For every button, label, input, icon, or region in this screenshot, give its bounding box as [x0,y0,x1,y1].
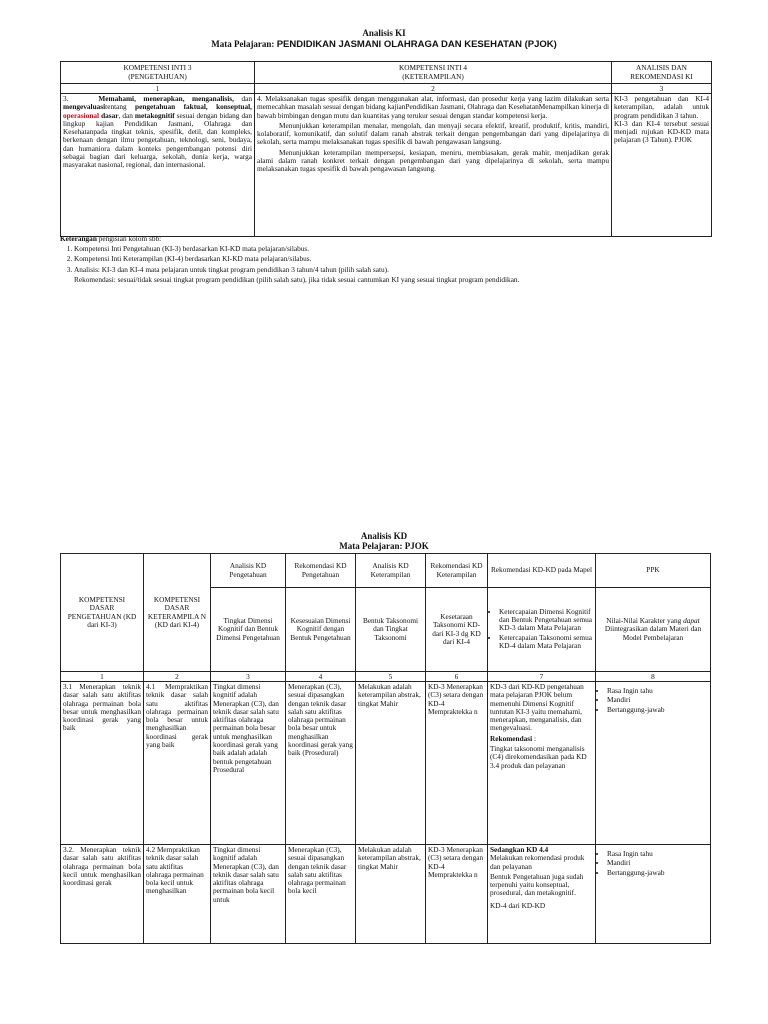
ki4-paragraph: Menunjukkan keterampilan menalar, mengolah, dan menyaji secara efektif, kreatif, produktif, kritis, mandiri, kolaboratif, komunikatif, dan solutif dalam ranah abstrak terkait dengan pengembangan dari yang dipelajarinya di sekolah, serta mampu melaksanakan tugas spesifik di bawah pengawasan langsung. [257,120,609,147]
ki-table [60,61,712,237]
ki4-content [255,94,612,237]
ppk-header-italic-word: dapat [683,616,700,626]
kd-recommend-skill-cell: KD-3 Menerapkan (C3) setara dengan KD-4 Mempraktekka n [426,845,488,944]
ki-subject [0,39,768,50]
notes-item: 1. Kompetensi Inti Pengetahuan (KI-3) berdasarkan KI-KD mata pelajaran/silabus. [74,244,720,254]
kd-col-number: 3 [211,672,286,682]
kd-mapel-paragraph: Melakukan rekomendasi produk dan pelayanan [490,853,585,871]
kd-analysis-skill-cell: Melakukan adalah keterampilan abstrak, tingkat Mahir [356,682,426,845]
ki3-verb-evaluate: mengevaluasi [63,102,106,112]
kd-ppk-cell [596,682,711,845]
kd-header-row-top [61,554,711,588]
notes-heading [60,234,720,244]
ki3-text: , dan [118,110,135,120]
analysis-header-line1: ANALISIS DAN [636,63,687,73]
kd-mapel-recommend-cell [488,845,596,944]
kd-recommend-knowledge-cell: Menerapkan (C3), sesuai dipasangkan dengan teknik dasar salah satu aktifitas olahraga permainan bola kecil [286,845,356,944]
analysis-paragraph: KI-3 pengetahuan dan KI-4 keterampilan, adalah untuk program pendidikan 3 tahun. [614,94,709,120]
ki3-text: dan [233,94,252,103]
kd-col7-bullets [490,608,593,650]
ki3-text: tentang [105,102,136,112]
kd-mapel-paragraph: Bentuk Pengetahuan juga sudah terpenuhi yaitu konseptual, prosedural, dan metakognitif. [490,871,584,898]
ki3-operational-highlight: operasional [63,110,100,120]
ki-col-number: 1 [61,84,255,94]
notes-block [60,234,720,285]
kd-table [60,553,711,944]
ki3-basic: dasar [99,110,119,120]
kd3-column-header: KOMPETENSI DASAR PENGETAHUAN (KD dari KI-3) [61,554,144,672]
ppk-item: • Rasa Ingin tahu [607,687,708,695]
ki4-header-line1: KOMPETENSI INTI 4 [398,63,468,73]
kd-analysis-knowledge-cell: Tingkat dimensi kognitif adalah Menerapkan (C3), dan teknik dasar salah satu aktifitas olahraga permainan bola besar untuk menghasilkan koordinasi gerak yang baik adalah adalah bentuk pengetahuan Prosedural [211,682,286,845]
kd4-cell: 4.1 Mempraktikan teknik dasar salah satu aktifitas olahraga permainan bola besar untuk menghasilkan koordinasi gerak yang baik [144,682,211,845]
kd-subject: Mata Pelajaran: PJOK [339,541,429,551]
ki4-paragraph: 4. Melaksanakan tugas spesifik dengan menggunakan alat, informasi, dan prosedur kerja yang lazim dilakukan serta memecahkan masalah sesuai dengan bidang kajianPendidikan Jasmani, Olahraga dan KesehatanMenampilkan kinerja di bawah bimbingan dengan mutu dan kuantitas yang terukur sesuai dengan standar kompetensi kerja. [257,94,609,120]
kd-row [61,682,711,845]
kd-col-number: 4 [286,672,356,682]
kd-sub-header: Tingkat Dimensi Kognitif dan Bentuk Dimensi Pengetahuan [211,588,286,672]
kd-row [61,845,711,944]
ki3-metacognitive: metakognitif [134,110,175,120]
kd-mapel-heading: Sedangkan KD 4.4 [490,845,549,854]
kd-recommend-skill-cell: KD-3 Menerapkan (C3) setara dengan KD-4 Mempraktekka n [426,682,488,845]
kd-mapel-heading-rest: : [532,733,537,743]
ki3-content [61,94,255,237]
ppk-item: • Rasa Ingin tahu [607,850,708,858]
ppk-item: • Bertanggung-jawab [607,869,708,877]
ki3-header [61,62,255,84]
kd-col8-header: Nilai-Nilai Karakter yang dapat Diintegrasikan dalam Materi dan Model Pembelajaran [596,588,711,672]
ki-col-number: 2 [255,84,612,94]
kd-top-header: Rekomendasi KD-KD pada Mapel [488,554,596,588]
kd-analysis-knowledge-cell: Tingkat dimensi kognitif adalah Menerapkan (C3), dan teknik dasar salah satu aktifitas olahraga permainan bola kecil untuk [211,845,286,944]
kd3-cell: 3.2. Menerapkan teknik dasar salah satu aktifitas olahraga permainan bola kecil untuk menghasilkan koordinasi gerak [61,845,144,944]
kd-col-number: 5 [356,672,426,682]
kd-title: Analisis KD [360,531,408,541]
kd-mapel-recommend-cell [488,682,596,845]
ppk-item: • Mandiri [607,696,708,704]
ki3-text-rest: sesuai dengan bidang dan lingkup kajian Pendidikan Jasmani, Olahraga dan Kesehatanpada tingkat teknis, spesifik, detil, dan kompleks, berkenaan dengan ilmu pengetahuan, teknologi, seni, budaya, dan humaniora dalam konteks pengembangan potensi diri sebagai bagian dari keluarga, sekolah, dunia kerja, warga masyarakat nasional, regional, dan internasional. [63,110,252,170]
ki-col-number: 3 [612,84,712,94]
ki-number-row [61,84,712,94]
notes-item: 3. Analisis: KI-3 dan KI-4 mata pelajaran untuk tingkat program pendidikan 3 tahun/4 tahun (pilih salah satu). [74,265,720,275]
kd-analysis-skill-cell: Melakukan adalah keterampilan abstrak, tingkat Mahir [356,845,426,944]
kd-col-number: 6 [426,672,488,682]
ki3-knowledge-types: pengetahuan faktual, konseptual, [135,102,252,112]
kd-col7-bullet: • Ketercapaian Taksonomi semua KD-4 dalam Mata Pelajaran [499,634,593,651]
kd-col-number: 1 [61,672,144,682]
kd-mapel-paragraph: KD-3 dari KD-KD pengetahuan mata pelajaran PJOK belum memenuhi Dimensi Kognitif tuntutan KI-3 yaitu memahami, menerapkan, menganalisis, dan mengevaluasi. [490,682,584,733]
analysis-paragraph: KI-3 dan KI-4 tersebut sesuai menjadi rujukan KD-KD mata pelajaran (3 Tahun). PJOK [614,118,709,145]
kd-top-header: Analisis KD Pengetahuan [211,554,286,588]
notes-recommendation: Rekomendasi: sesuai/tidak sesuai tingkat program pendidikan (pilih salah satu), jika tidak sesuai cantumkan KI yang sesuai tingkat program pendidikan. [74,274,520,284]
ki-content-row [61,94,712,237]
kd-mapel-heading-label: Rekomendasi [490,733,533,743]
notes-label: Keterangan [60,234,97,243]
kd-ppk-cell [596,845,711,944]
kd-col7-header [488,588,596,672]
kd-sub-header: Bentuk Taksonomi dan Tingkat Taksonomi [356,588,426,672]
kd3-cell: 3.1 Menerapkan teknik dasar salah satu aktifitas olahraga permainan bola besar untuk menghasilkan koordinasi gerak yang baik [61,682,144,845]
kd-col-number: 7 [488,672,596,682]
kd-sub-header: Kesetaraan Taksonomi KD- dari KI-3 dg KD dari KI-4 [426,588,488,672]
ki3-header-line2: (PENGETAHUAN) [128,71,187,81]
notes-label-rest: pengisian kolom sbb: [96,234,162,243]
ki-subject-name: PENDIDIKAN JASMANI OLAHRAGA DAN KESEHATAN (PJOK) [276,39,557,50]
ki4-header-line2: (KETERAMPILAN) [402,71,464,81]
kd-mapel-heading [490,735,593,743]
ppk-item: • Bertanggung-jawab [607,706,708,714]
analysis-header-line2: REKOMENDASI KI [630,71,693,81]
kd-sub-header: Kesesuaian Dimensi Kognitif dengan Bentuk Pengetahuan [286,588,356,672]
kd-col-number: 8 [596,672,711,682]
kd-recommend-knowledge-cell: Menerapkan (C3), sesuai dipasangkan dengan teknik dasar salah satu aktifitas olahraga permainan bola besar untuk menghasilkan koordinasi gerak yang baik (Prosedural) [286,682,356,845]
analysis-header [612,62,712,84]
kd-mapel-paragraph: Tingkat taksonomi menganalisis (C4) direkomendasikan pada KD 3.4 produk dan pelayanan [490,744,587,770]
ki3-header-line1: KOMPETENSI INTI 3 [123,63,192,73]
kd-mapel-paragraph: KD-4 dari KD-KD [490,900,546,910]
ki3-verbs: Memahami, menerapkan, menganalisis, [98,94,234,103]
notes-item: 2. Kompetensi Inti Keterampilan (KI-4) berdasarkan KI-KD mata pelajaran/silabus. [74,254,720,264]
ki-header-row [61,62,712,84]
kd-top-header: PPK [596,554,711,588]
analysis-content [612,94,712,237]
kd-col7-bullet: • Ketercapaian Dimensi Kognitif dan Bentuk Pengetahuan semua KD-3 dalam Mata Pelajaran [499,608,593,633]
kd4-cell: 4.2 Mempraktikan teknik dasar salah satu aktifitas olahraga permainan bola kecil untuk menghasilkan [144,845,211,944]
kd4-column-header: KOMPETENSI DASAR KETERAMPILA N (KD dari KI-4) [144,554,211,672]
kd-top-header: Rekomendasi KD Keterampilan [426,554,488,588]
kd-col-number: 2 [144,672,211,682]
kd-number-row [61,672,711,682]
ppk-list [598,683,708,714]
ki3-number: 3. [63,94,69,103]
ki4-paragraph: Menunjukkan keterampilan mempersepsi, kesiapan, meniru, membiasakan, gerak mahir, menjadikan gerak alami dalam ranah konkret terkait dengan pengembangan dari yang dipelajarinya di sekolah, serta mampu melaksanakan tugas spesifik di bawah pengawasan langsung. [257,147,609,174]
ppk-item: • Mandiri [607,859,708,867]
ppk-list [598,846,708,877]
ki4-header [255,62,612,84]
ki-subject-prefix: Mata Pelajaran: [211,39,277,49]
ki-title: Analisis KI [362,28,406,38]
kd-top-header: Rekomendasi KD Pengetahuan [286,554,356,588]
notes-list [60,244,720,275]
kd-top-header: Analisis KD Keterampilan [356,554,426,588]
